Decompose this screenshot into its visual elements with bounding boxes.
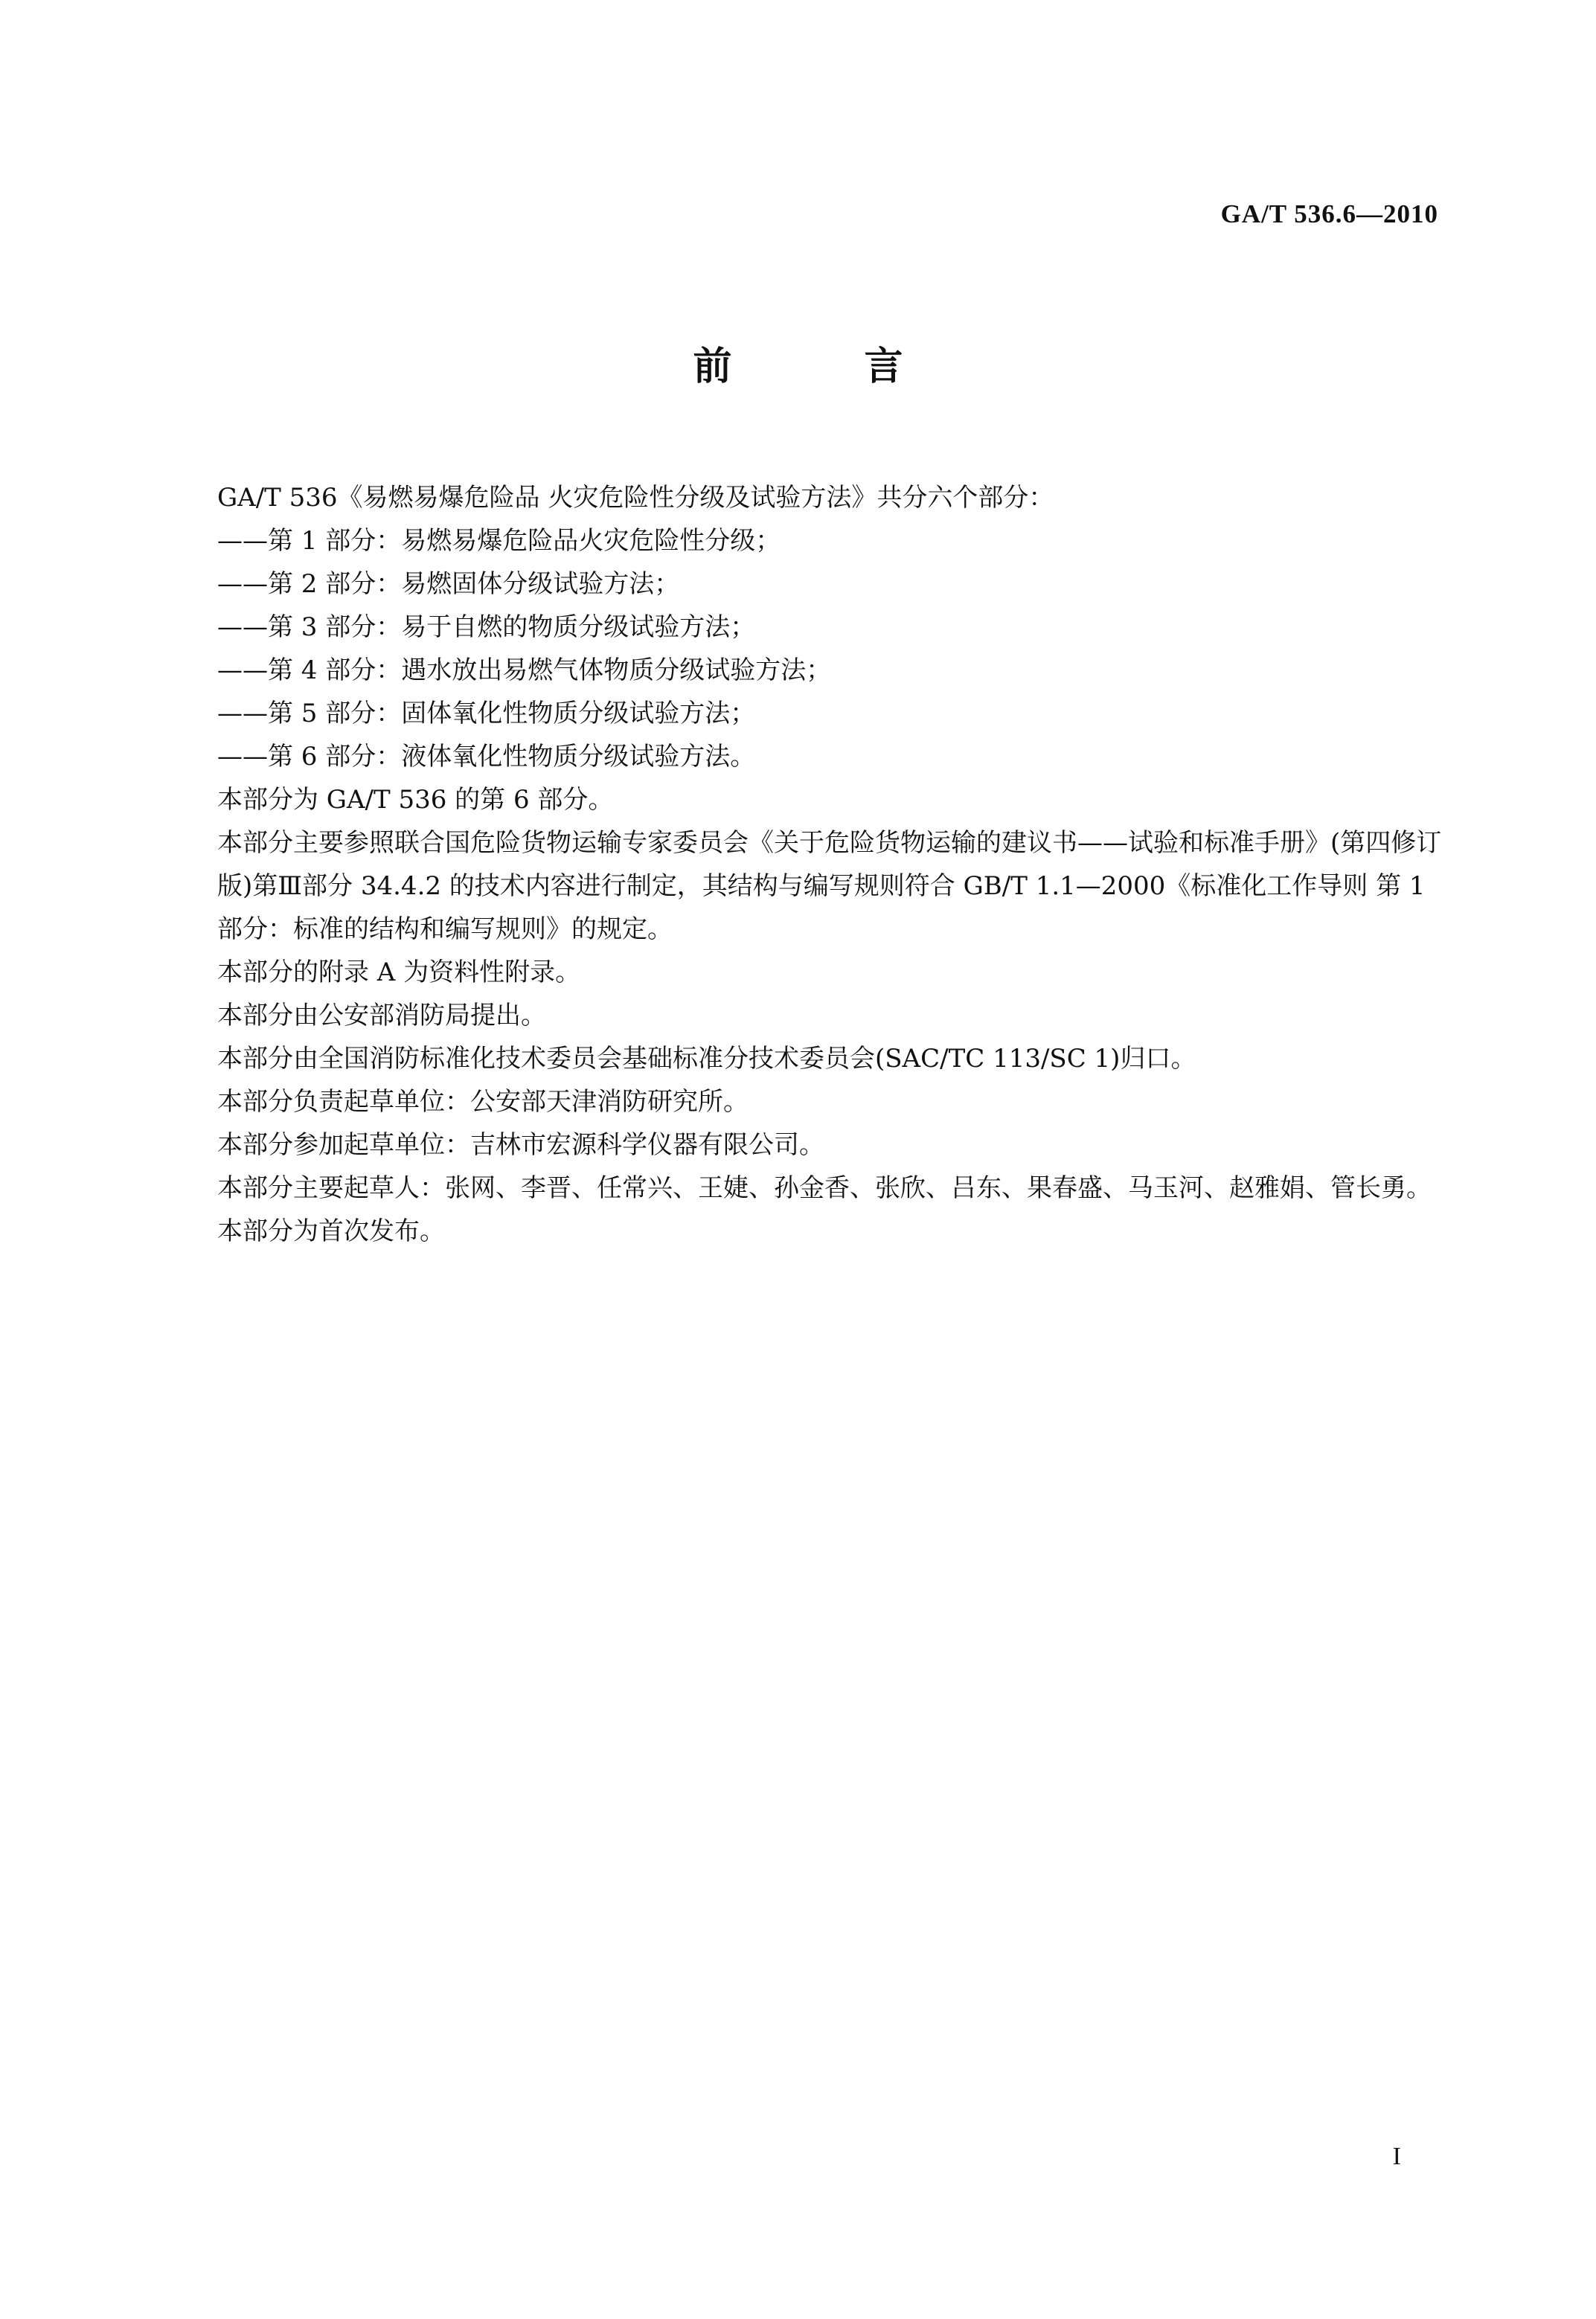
intro-paragraph: GA/T 536《易燃易爆危险品 火灾危险性分级及试验方法》共分六个部分： bbox=[217, 483, 1054, 513]
paragraph: 本部分主要参照联合国危险货物运输专家委员会《关于危险货物运输的建议书——试验和标准手册》(第四修订版)第Ⅲ部分 34.4.2 的技术内容进行制定，其结构与编写规则符合 GB/T 1.1—2000《标准化工作导则 第 1 部分：标准的结构和编写规则》的规定。 bbox=[217, 828, 1442, 944]
paragraph: 本部分为首次发布。 bbox=[217, 1216, 445, 1246]
paragraph: 本部分主要起草人：张网、李晋、任常兴、王婕、孙金香、张欣、吕东、果春盛、马玉河、赵雅娟、管长勇。 bbox=[217, 1173, 1432, 1203]
list-item: ——第 1 部分：易燃易爆危险品火灾危险性分级； bbox=[217, 526, 781, 556]
list-item: ——第 2 部分：易燃固体分级试验方法； bbox=[217, 569, 680, 599]
page-title: 前 言 bbox=[693, 344, 963, 389]
foreword-body bbox=[217, 476, 1445, 1253]
list-item: ——第 6 部分：液体氧化性物质分级试验方法。 bbox=[217, 742, 756, 772]
parts-list bbox=[217, 519, 1445, 778]
paragraph: 本部分负责起草单位：公安部天津消防研究所。 bbox=[217, 1087, 749, 1117]
paragraph: 本部分由全国消防标准化技术委员会基础标准分技术委员会(SAC/TC 113/SC 1)归口。 bbox=[217, 1044, 1196, 1074]
paragraph: 本部分由公安部消防局提出。 bbox=[217, 1001, 546, 1030]
paragraph: 本部分的附录 A 为资料性附录。 bbox=[217, 958, 581, 987]
list-item: ——第 4 部分：遇水放出易燃气体物质分级试验方法； bbox=[217, 655, 832, 685]
list-item: ——第 5 部分：固体氧化性物质分级试验方法； bbox=[217, 699, 756, 728]
standard-code: GA/T 536.6—2010 bbox=[1220, 199, 1438, 228]
page-number: I bbox=[1392, 2143, 1401, 2170]
list-item: ——第 3 部分：易于自燃的物质分级试验方法； bbox=[217, 612, 756, 642]
paragraph: 本部分为 GA/T 536 的第 6 部分。 bbox=[217, 785, 614, 815]
paragraph: 本部分参加起草单位：吉林市宏源科学仪器有限公司。 bbox=[217, 1130, 824, 1160]
